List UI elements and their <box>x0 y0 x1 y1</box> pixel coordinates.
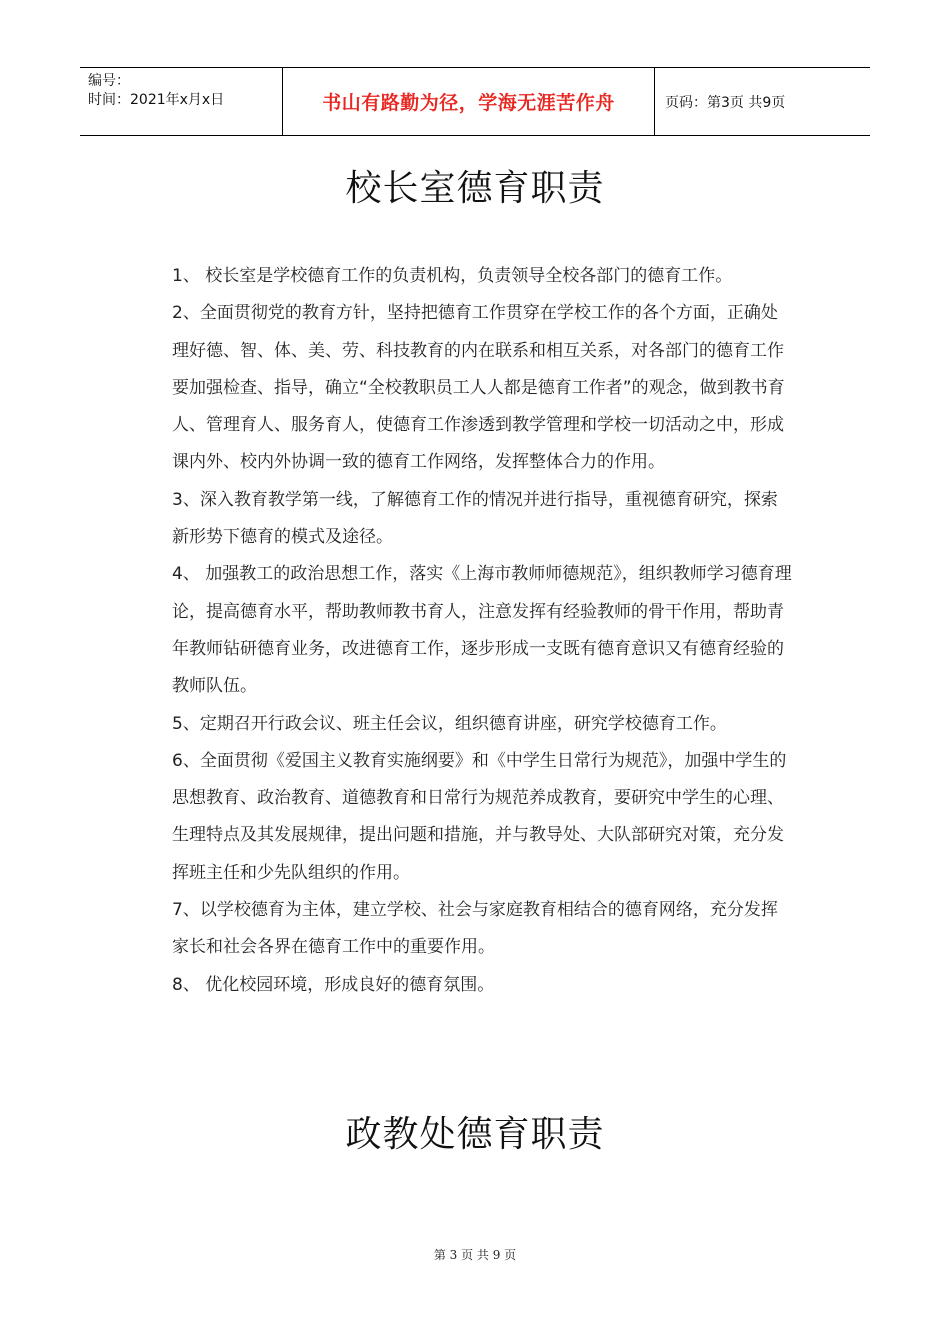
paragraph-2: 2、全面贯彻党的教育方针，坚持把德育工作贯穿在学校工作的各个方面，正确处理好德、智、体、美、劳、科技教育的内在联系和相互关系，对各部门的德育工作要加强检查、指导，确立“全校教职员工人人都是德育工作者”的观念，做到教书育人、管理育人、服务育人，使德育工作渗透到教学管理和学校一切活动之中，形成课内外、校内外协调一致的德育工作网络，发挥整体合力的作用。 <box>172 303 785 473</box>
header-number-label: 编号： <box>88 73 130 89</box>
document-body <box>172 258 792 1004</box>
document-title: 校长室德育职责 <box>345 168 605 209</box>
paragraph-5: 5、定期召开行政会议、班主任会议，组织德育讲座，研究学校德育工作。 <box>172 713 727 734</box>
page-footer: 第 3 页 共 9 页 <box>433 1248 517 1262</box>
paragraph-4: 4、 加强教工的政治思想工作，落实《上海市教师师德规范》，组织教师学习德育理论，提高德育水平，帮助教师教书育人，注意发挥有经验教师的骨干作用，帮助青年教师钻研德育业务，改进德育工作，逐步形成一支既有德育意识又有德育经验的教师队伍。 <box>172 564 792 697</box>
header-time-label: 时间：2021年x月x日 <box>88 92 225 108</box>
header-meta <box>80 68 282 135</box>
header-motto: 书山有路勤为径，学海无涯苦作舟 <box>282 68 655 135</box>
section-title: 政教处德育职责 <box>345 1114 605 1155</box>
paragraph-8: 8、 优化校园环境，形成良好的德育氛围。 <box>172 974 495 995</box>
page-header <box>80 67 870 136</box>
paragraph-7: 7、以学校德育为主体，建立学校、社会与家庭教育相结合的德育网络，充分发挥家长和社会各界在德育工作中的重要作用。 <box>172 900 778 958</box>
paragraph-1: 1、 校长室是学校德育工作的负责机构，负责领导全校各部门的德育工作。 <box>172 266 733 286</box>
paragraph-6: 6、全面贯彻《爱国主义教育实施纲要》和《中学生日常行为规范》，加强中学生的思想教育、政治教育、道德教育和日常行为规范养成教育，要研究中学生的心理、生理特点及其发展规律，提出问题和措施，并与教导处、大队部研究对策，充分发挥班主任和少先队组织的作用。 <box>172 750 787 883</box>
paragraph-3: 3、深入教育教学第一线，了解德育工作的情况并进行指导，重视德育研究，探索新形势下德育的模式及途径。 <box>172 489 778 548</box>
header-page-info: 页码：第3页 共9页 <box>665 94 786 111</box>
